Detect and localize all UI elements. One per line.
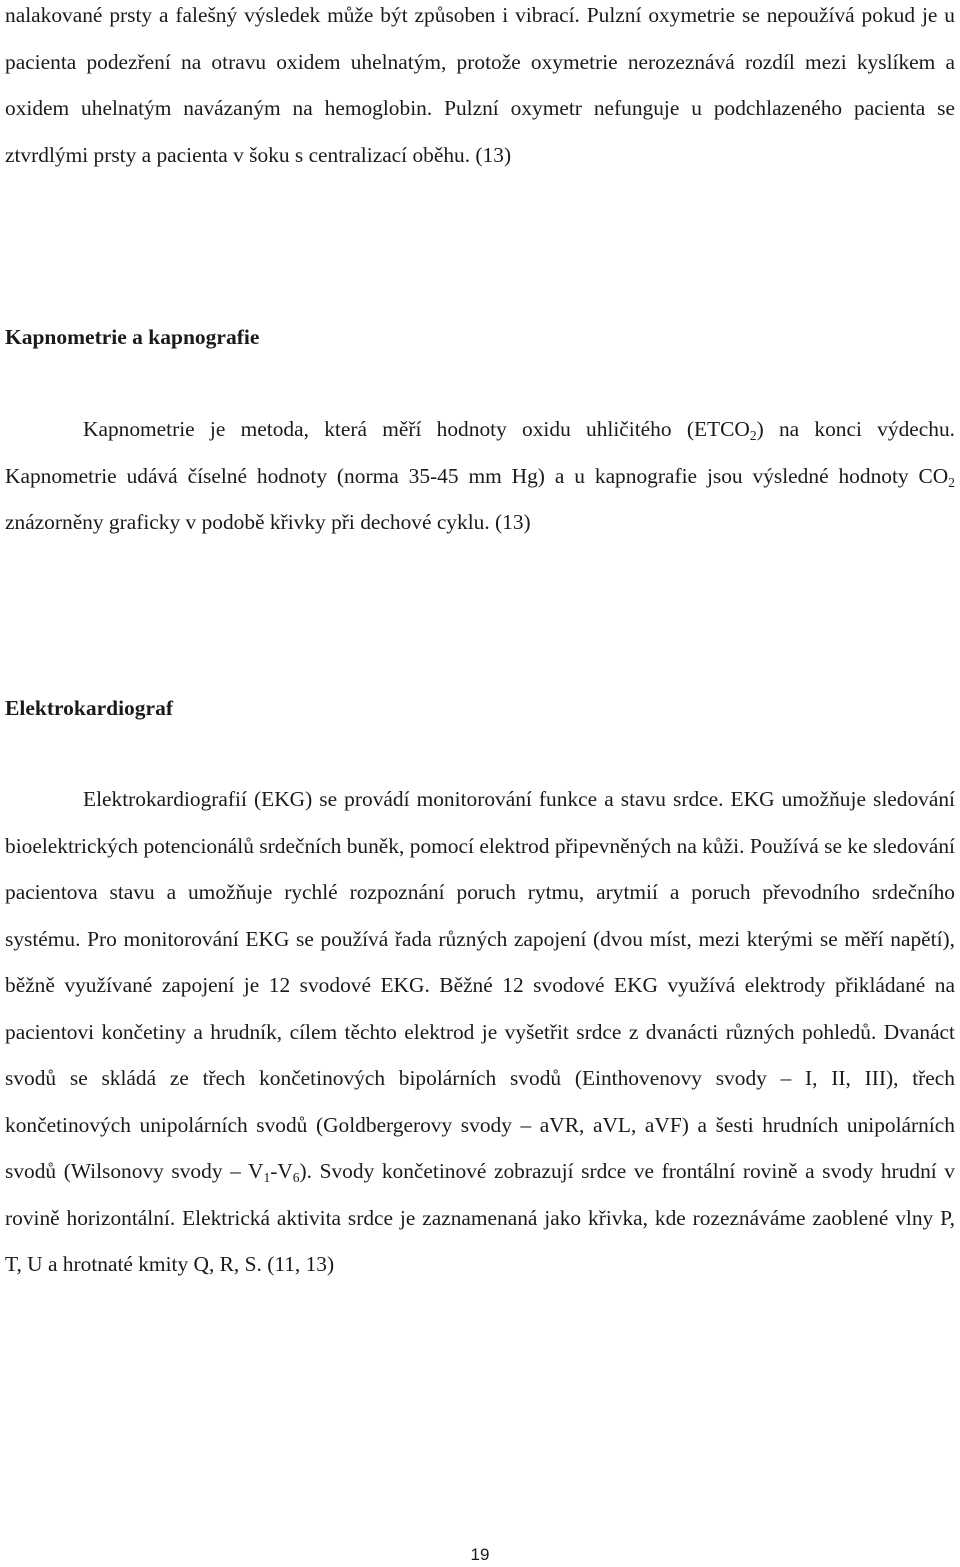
pulse-oximetry-text: nalakované prsty a falešný výsledek může být způsoben i vibrací. Pulzní oxymetrie se nepoužívá pokud je u pacienta podezření na otravu oxidem uhelnatým, protože oxymetrie nerozeznává rozdíl mezi kyslíkem a oxidem uhelnatým navázaným na hemoglobin. Pulzní oxymetr nefunguje u podchlazeného pacienta se ztvrdlými prsty a pacienta v šoku s centralizací oběhu. (13) bbox=[5, 3, 955, 167]
page-number: 19 bbox=[470, 1545, 490, 1564]
co2-subscript: 2 bbox=[948, 474, 955, 490]
ekg-text-2: -V bbox=[270, 1159, 293, 1183]
pulse-oximetry-paragraph bbox=[5, 0, 955, 178]
ekg-text-1: Elektrokardiografií (EKG) se provádí monitorování funkce a stavu srdce. EKG umožňuje sledování bioelektrických potencionálů srdečních buněk, pomocí elektrod připevněných na kůži. Používá se ke sledování pacientova stavu a umožňuje rychlé rozpoznání poruch rytmu, arytmií a poruch převodního srdečního systému. Pro monitorování EKG se používá řada různých zapojení (dvou míst, mezi kterými se měří napětí), běžně využívané zapojení je 12 svodové EKG. Běžné 12 svodové EKG využívá elektrody přikládané na pacientovi končetiny a hrudník, cílem těchto elektrod je vyšetřit srdce z dvanácti různých pohledů. Dvanáct svodů se skládá ze třech končetinových bipolárních svodů (Einthovenovy svody – I, II, III), třech končetinových unipolárních svodů (Goldbergerovy svody – aVR, aVL, aVF) a šesti hrudních unipolárních svodů (Wilsonovy svody – V bbox=[5, 787, 955, 1183]
ekg-heading: Elektrokardiograf bbox=[5, 696, 174, 720]
capnometry-text-1: Kapnometrie je metoda, která měří hodnoty oxidu uhličitého (ETCO bbox=[83, 417, 750, 441]
capnometry-text-2: ) na konci výdechu. Kapnometrie udává číselné hodnoty (norma 35-45 mm Hg) a u kapnografie jsou výsledné hodnoty CO bbox=[5, 417, 955, 488]
ekg-text-3: ). Svody končetinové zobrazují srdce ve frontální rovině a svody hrudní v rovině horizontální. Elektrická aktivita srdce je zaznamenaná jako křivka, kde rozeznáváme zaoblené vlny P, T, U a hrotnaté kmity Q, R, S. (11, 13) bbox=[5, 1159, 955, 1276]
v1-subscript: 1 bbox=[263, 1170, 271, 1185]
v6-subscript: 6 bbox=[292, 1170, 300, 1185]
capnometry-heading: Kapnometrie a kapnografie bbox=[5, 325, 260, 349]
capnometry-text-3: znázorněny graficky v podobě křivky při dechové cyklu. (13) bbox=[5, 510, 531, 534]
capnometry-paragraph bbox=[5, 406, 955, 546]
ekg-paragraph bbox=[5, 776, 955, 1288]
etco2-subscript: 2 bbox=[749, 428, 757, 443]
